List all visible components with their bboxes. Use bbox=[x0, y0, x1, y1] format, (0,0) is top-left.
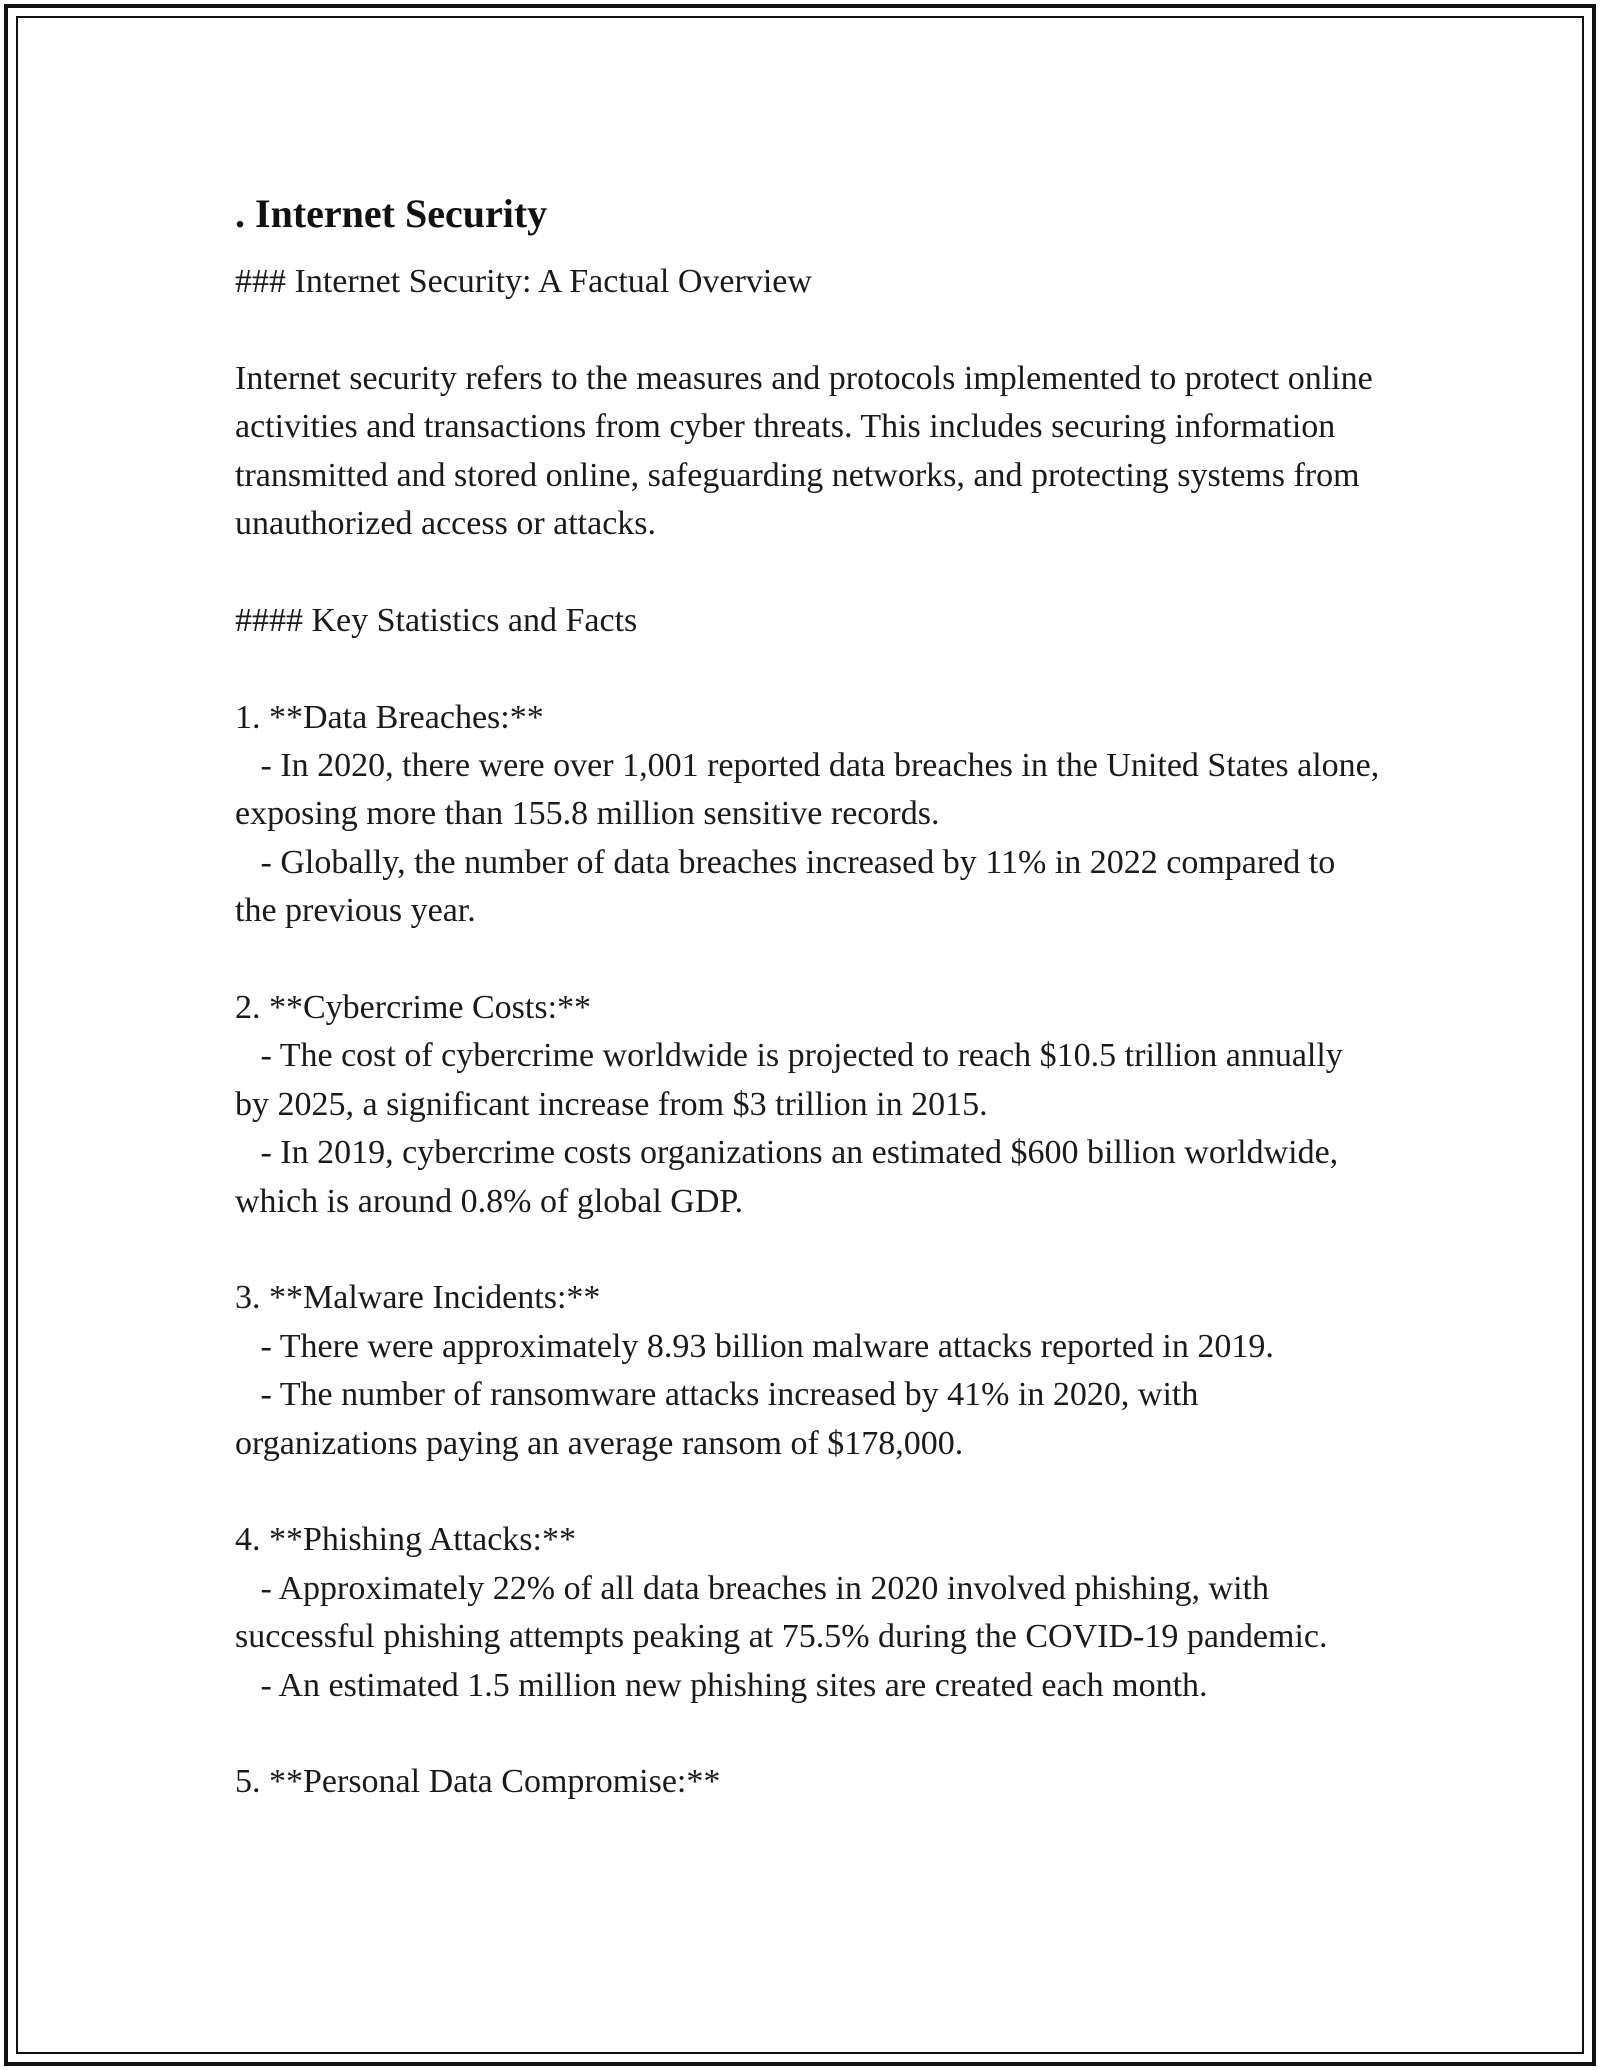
list-item-bullet: - There were approximately 8.93 billion malware attacks reported in 2019. bbox=[235, 1327, 1274, 1365]
list-item-heading: 1. **Data Breaches:** bbox=[235, 698, 544, 736]
list-item bbox=[235, 1758, 1385, 1806]
list-item bbox=[235, 694, 1388, 936]
document-title: . Internet Security bbox=[235, 191, 548, 236]
list-item-heading: 5. **Personal Data Compromise:** bbox=[235, 1763, 721, 1801]
list-item-bullet: - In 2019, cybercrime costs organizations an estimated $600 billion worldwide, which is around 0.8% of global GDP. bbox=[235, 1134, 1347, 1220]
list-item-bullet: - In 2020, there were over 1,001 reported data breaches in the United States alone, exposing more than 155.8 million sensitive records. bbox=[235, 747, 1388, 833]
list-item bbox=[235, 984, 1385, 1226]
list-item-bullet: - An estimated 1.5 million new phishing sites are created each month. bbox=[235, 1666, 1208, 1704]
list-item-bullet: - The cost of cybercrime worldwide is projected to reach $10.5 trillion annually by 2025, a significant increase from $3 trillion in 2015. bbox=[235, 1037, 1352, 1123]
list-item-bullet: - Approximately 22% of all data breaches in 2020 involved phishing, with successful phishing attempts peaking at 75.5% during the COVID-19 pandemic. bbox=[235, 1569, 1328, 1656]
paragraph-gap bbox=[235, 306, 1385, 354]
document-body bbox=[235, 186, 1388, 1807]
list-item-bullet: - The number of ransomware attacks increased by 41% in 2020, with organizations paying an average ransom of $178,000. bbox=[235, 1376, 1207, 1462]
list-item-heading: 2. **Cybercrime Costs:** bbox=[235, 989, 592, 1027]
list-item-bullet: - Globally, the number of data breaches increased by 11% in 2022 compared to the previous year. bbox=[235, 843, 1344, 930]
paragraph-gap bbox=[235, 1226, 1385, 1274]
paragraph-gap bbox=[235, 936, 1385, 984]
intro-paragraph: Internet security refers to the measures and protocols implemented to protect online activities and transactions from cyber threats. This includes securing information transmitted and stored online, safeguarding networks, and protecting systems from unauthorized access or attacks. bbox=[235, 359, 1382, 543]
list-item-heading: 4. **Phishing Attacks:** bbox=[235, 1521, 576, 1559]
paragraph-gap bbox=[235, 1468, 1385, 1516]
list-item-heading: 3. **Malware Incidents:** bbox=[235, 1279, 601, 1317]
list-item bbox=[235, 1516, 1385, 1710]
list-item bbox=[235, 1274, 1385, 1468]
section-heading: #### Key Statistics and Facts bbox=[235, 601, 638, 639]
paragraph-gap bbox=[235, 645, 1385, 693]
document-subtitle: ### Internet Security: A Factual Overview bbox=[235, 263, 812, 300]
paragraph-gap bbox=[235, 548, 1385, 596]
paragraph-gap bbox=[235, 1710, 1385, 1758]
